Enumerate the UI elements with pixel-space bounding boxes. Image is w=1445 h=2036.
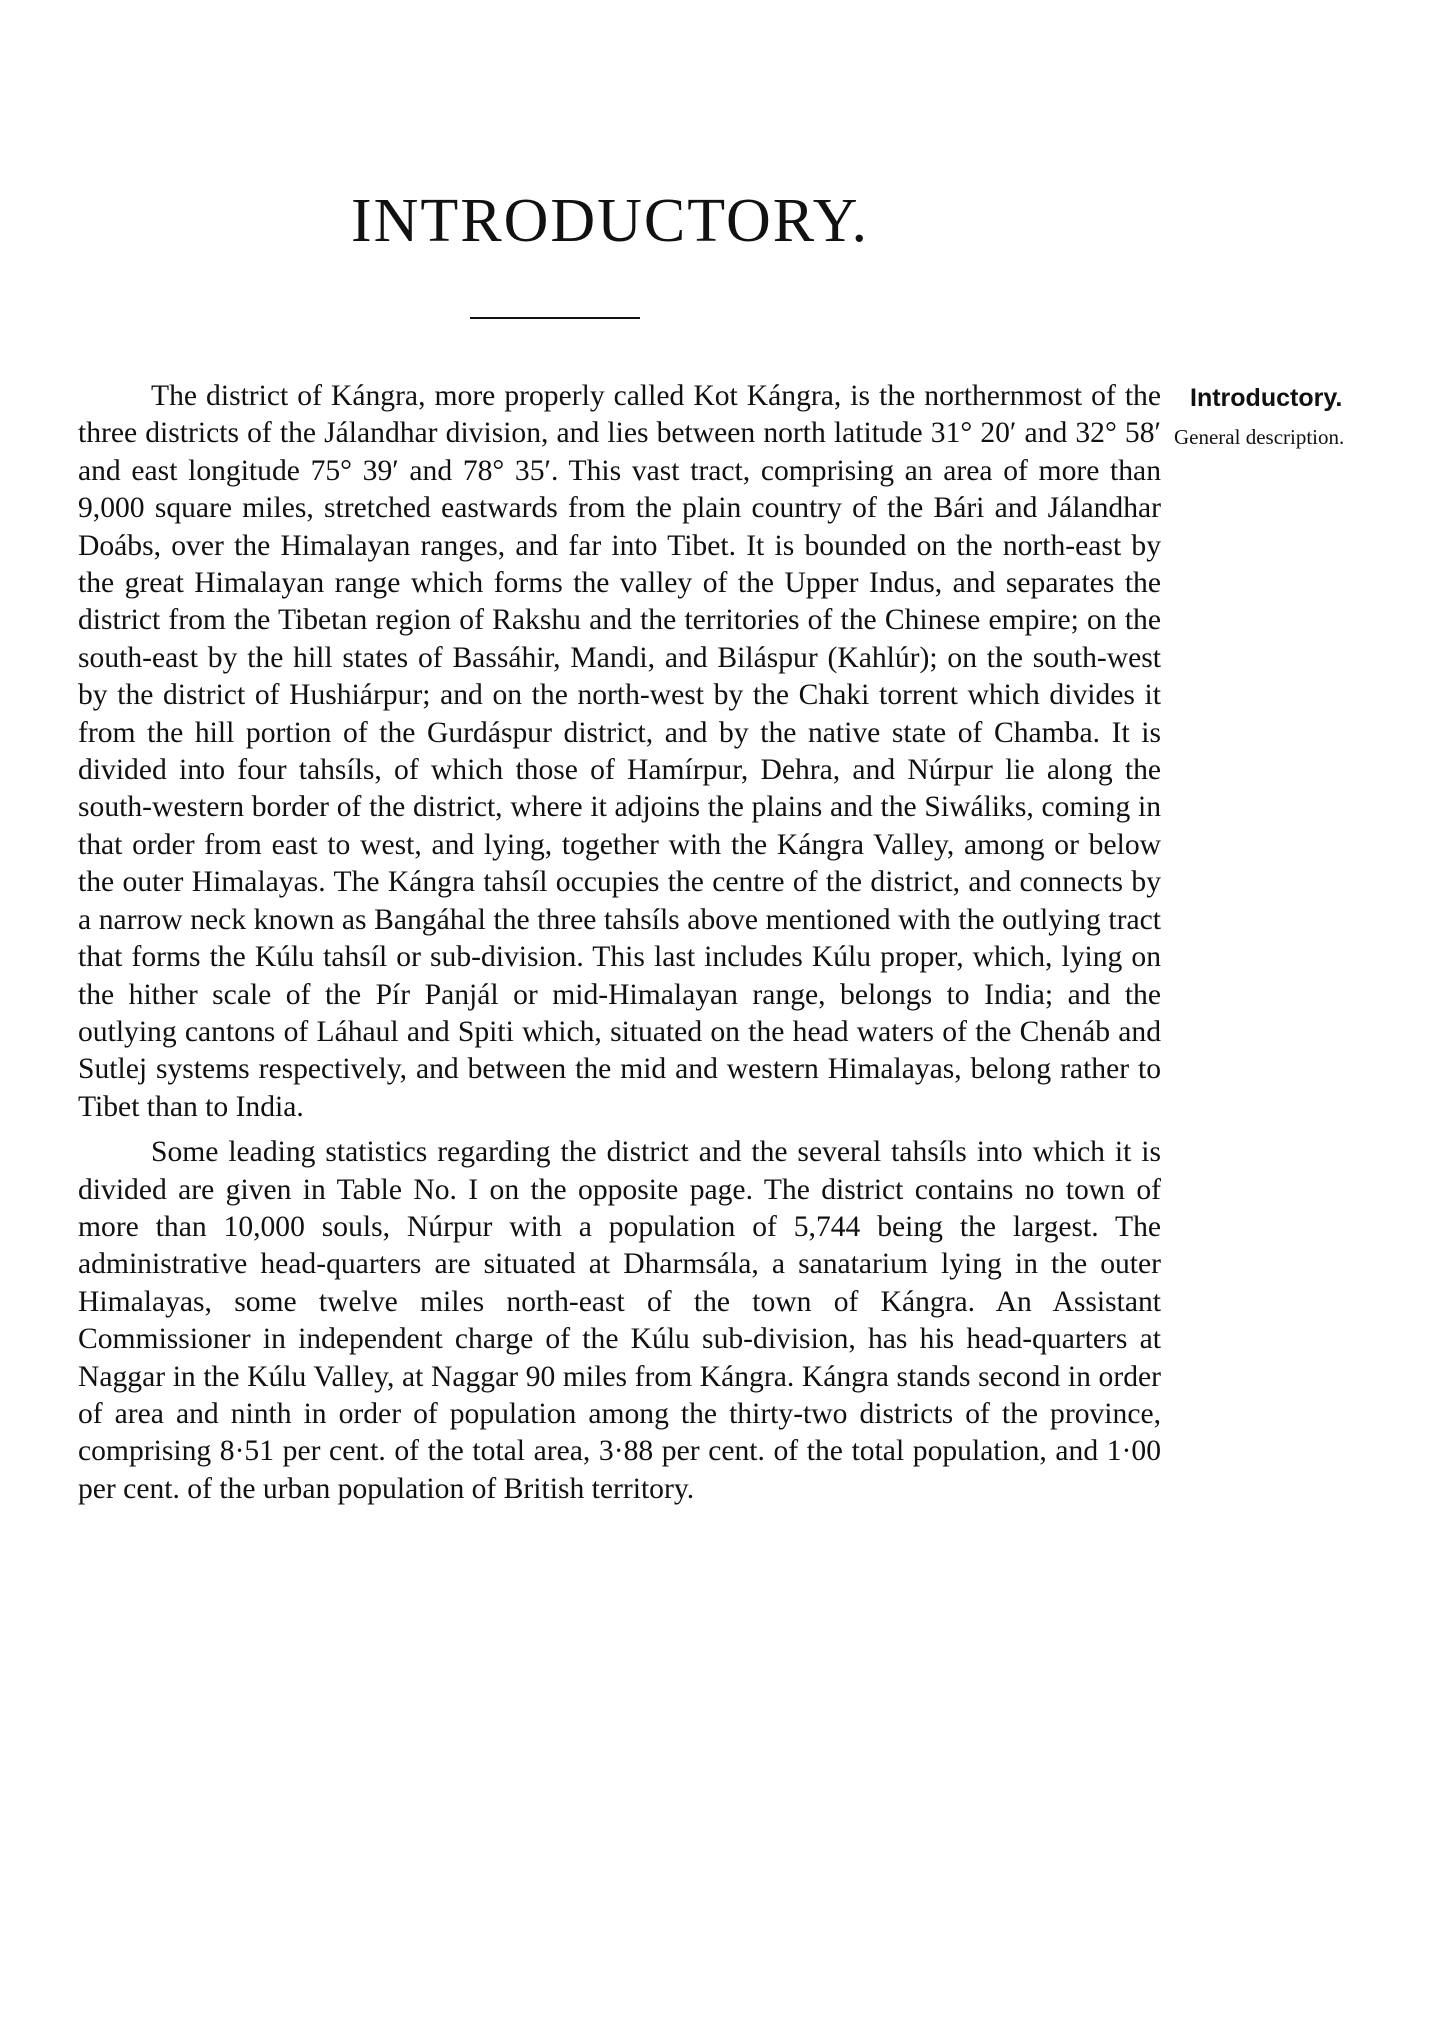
title-divider	[470, 317, 640, 319]
margin-notes	[1174, 382, 1434, 452]
paragraph-statistics: Some leading statistics regarding the district and the several tahsíls into which it is divided are given in Table No. I on the opposite page. The district contains no town of more than 10,000 souls, Núrpur with a population of 5,744 being the largest. The administrative head-quarters are situated at Dharmsála, a sanatarium lying in the outer Himalayas, some twelve miles north-east of the town of Kángra. An Assistant Commissioner in independent charge of the Kúlu sub-division, has his head-quarters at Naggar in the Kúlu Valley, at Naggar 90 miles from Kángra. Kángra stands second in order of area and ninth in order of population among the thirty-two districts of the province, comprising 8·51 per cent. of the total area, 3·88 per cent. of the total population, and 1·00 per cent. of the urban population of British territory.	[78, 1136, 1161, 1505]
margin-note-introductory: Introductory.	[1190, 384, 1343, 412]
body-text	[78, 378, 1161, 1508]
paragraph-general-description: The district of Kángra, more properly called Kot Kángra, is the northernmost of the three districts of the Jálandhar division, and lies between north latitude 31° 20′ and 32° 58′ and east longitude 75° 39′ and 78° 35′. This vast tract, comprising an area of more than 9,000 square miles, stretched eastwards from the plain country of the Bári and Jálandhar Doábs, over the Himalayan ranges, and far into Tibet. It is bounded on the north-east by the great Himalayan range which forms the valley of the Upper Indus, and separates the district from the Tibetan region of Rakshu and the territories of the Chinese empire; on the south-east by the hill states of Bassáhir, Mandi, and Biláspur (Kahlúr); on the south-west by the district of Hushiárpur; and on the north-west by the Chaki torrent which divides it from the hill portion of the Gurdáspur district, and by the native state of Chamba. It is divided into four tahsíls, of which those of Hamírpur, Dehra, and Núrpur lie along the south-western border of the district, where it adjoins the plains and the Siwáliks, coming in that order from east to west, and lying, together with the Kángra Valley, among or below the outer Himalayas. The Kángra tahsíl occupies the centre of the district, and connects by a narrow neck known as Bangáhal the three tahsíls above mentioned with the outlying tract that forms the Kúlu tahsíl or sub-division. This last includes Kúlu proper, which, lying on the hither scale of the Pír Panjál or mid-Himalayan range, belongs to India; and the outlying cantons of Láhaul and Spiti which, situated on the head waters of the Chenáb and Sutlej systems respectively, and between the mid and western Himalayas, belong rather to Tibet than to India.	[78, 380, 1161, 1123]
margin-note-general-description: General description.	[1174, 425, 1345, 449]
page-title: INTRODUCTORY.	[350, 187, 870, 255]
